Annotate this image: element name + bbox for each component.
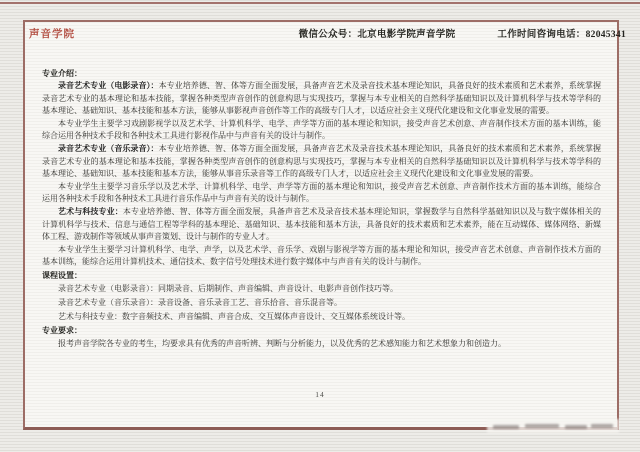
paragraph-text: 本专业培养德、智、体等方面全面发展，具备声音艺术及录音技术基本理论知识，具备良好的技术素质和艺术素养，系统掌握录音艺术专业的基本理论和基本技能，掌握各种类型声音创作的创意构思与实现技巧，掌握与本专业相关的自然科学基础知识以及计算机科学与技术等学科的基本理论、基础知识、基本技能和基本方法，能够从事音乐录音等工作的高级专门人才，以适应社会主义现代化建设和文化事业发展的需要。 — [42, 143, 602, 179]
watermark-smudge — [493, 425, 519, 429]
document-body — [42, 67, 601, 350]
page-title: 声音学院 — [29, 28, 75, 40]
section-heading-requirements: 专业要求： — [42, 325, 82, 335]
paragraph-music-recording — [42, 143, 601, 181]
paragraph-art-technology — [42, 206, 601, 244]
watermark-smudge — [591, 424, 613, 428]
paragraph-text: 本专业培养德、智、体等方面全面发展，具备声音艺术及录音技术基本理论知识，掌握数学与自然科学基础知识以及与数字媒体相关的计算机科学与技术、信息与通信工程等学科的基本理论、基础知识、基本技能和基本方法，具备良好的技术素质和艺术素养，能在互动媒体、媒体网络、新媒体工程、游戏制作等领域从事声音策划、设计与制作的专业人才。 — [42, 206, 602, 242]
paragraph-music-recording-study: 本专业学生主要学习音乐学以及艺术学、计算机科学、电学、声学等方面的基本理论和知识，接受声音艺术创意、声音制作技术方面的基本训练，能综合运用各种技术手段和各种技术工具进行音乐作品中与声音有关的设计与制作。 — [42, 181, 601, 204]
blurred-watermark — [487, 419, 619, 433]
contact-phone-text: 工作时间咨询电话：82045341 — [497, 30, 626, 40]
course-line-film-recording: 录音艺术专业（电影录音）：同期录音、后期制作、声音编辑、声音设计、电影声音创作技巧等。 — [58, 283, 398, 293]
section-heading-courses: 课程设置： — [42, 270, 82, 280]
paragraph-art-technology-study: 本专业学生主要学习计算机科学、电学、声学，以及艺术学、音乐学、戏剧与影视学等方面的基本理论和知识，接受声音艺术创意、声音制作技术方面的基本训练，能综合运用计算机技术、通信技术、数字信号处理技术进行数字媒体中与声音有关的设计与制作。 — [42, 244, 601, 267]
paragraph-requirements: 报考声音学院各专业的考生，均要求具有优秀的声音听辨、判断与分析能力，以及优秀的艺术感知能力和艺术想象力和创造力。 — [58, 338, 506, 348]
top-rule — [0, 2, 640, 4]
page-header — [29, 26, 626, 41]
paragraph-lead: 艺术与科技专业： — [58, 206, 123, 216]
paragraph-film-recording-study: 本专业学生主要学习戏剧影视学以及艺术学、计算机科学、电学、声学等方面的基本理论和知识，接受声音艺术创意、声音制作技术方面的基本训练，能综合运用各种技术手段和各种技术工具进行影视作品中与声音有关的设计与制作。 — [42, 118, 601, 141]
paragraph-text: 本专业培养德、智、体等方面全面发展，具备声音艺术及录音技术基本理论知识，具备良好的技术素质和艺术素养，系统掌握录音艺术专业的基本理论和基本技能，掌握各种类型声音创作的创意构思与实现技巧，掌握与本专业相关的自然科学基础知识以及计算机科学与技术等学科的基本理论、基础知识、基本技能和基本方法，能够从事影视声音创作等工作的高级专门人才，以适应社会主义现代化建设和文化事业发展的需要。 — [42, 81, 602, 116]
paragraph-lead: 录音艺术专业（电影录音）： — [58, 81, 159, 90]
watermark-smudge — [525, 424, 559, 428]
paragraph-lead: 录音艺术专业（音乐录音）： — [58, 143, 159, 153]
section-heading-intro: 专业介绍： — [42, 69, 82, 78]
paragraph-film-recording — [42, 80, 601, 118]
wechat-account-text: 微信公众号：北京电影学院声音学院 — [298, 30, 456, 40]
course-line-art-technology: 艺术与科技专业：数字音频技术、声音编辑、声音合成、交互媒体声音设计、交互媒体系统设计等。 — [58, 311, 410, 321]
course-line-music-recording: 录音艺术专业（音乐录音）：录音设备、音乐录音工艺、音乐拾音、音乐混音等。 — [58, 297, 342, 307]
watermark-smudge — [565, 425, 587, 429]
page-number: 14 — [315, 390, 325, 399]
